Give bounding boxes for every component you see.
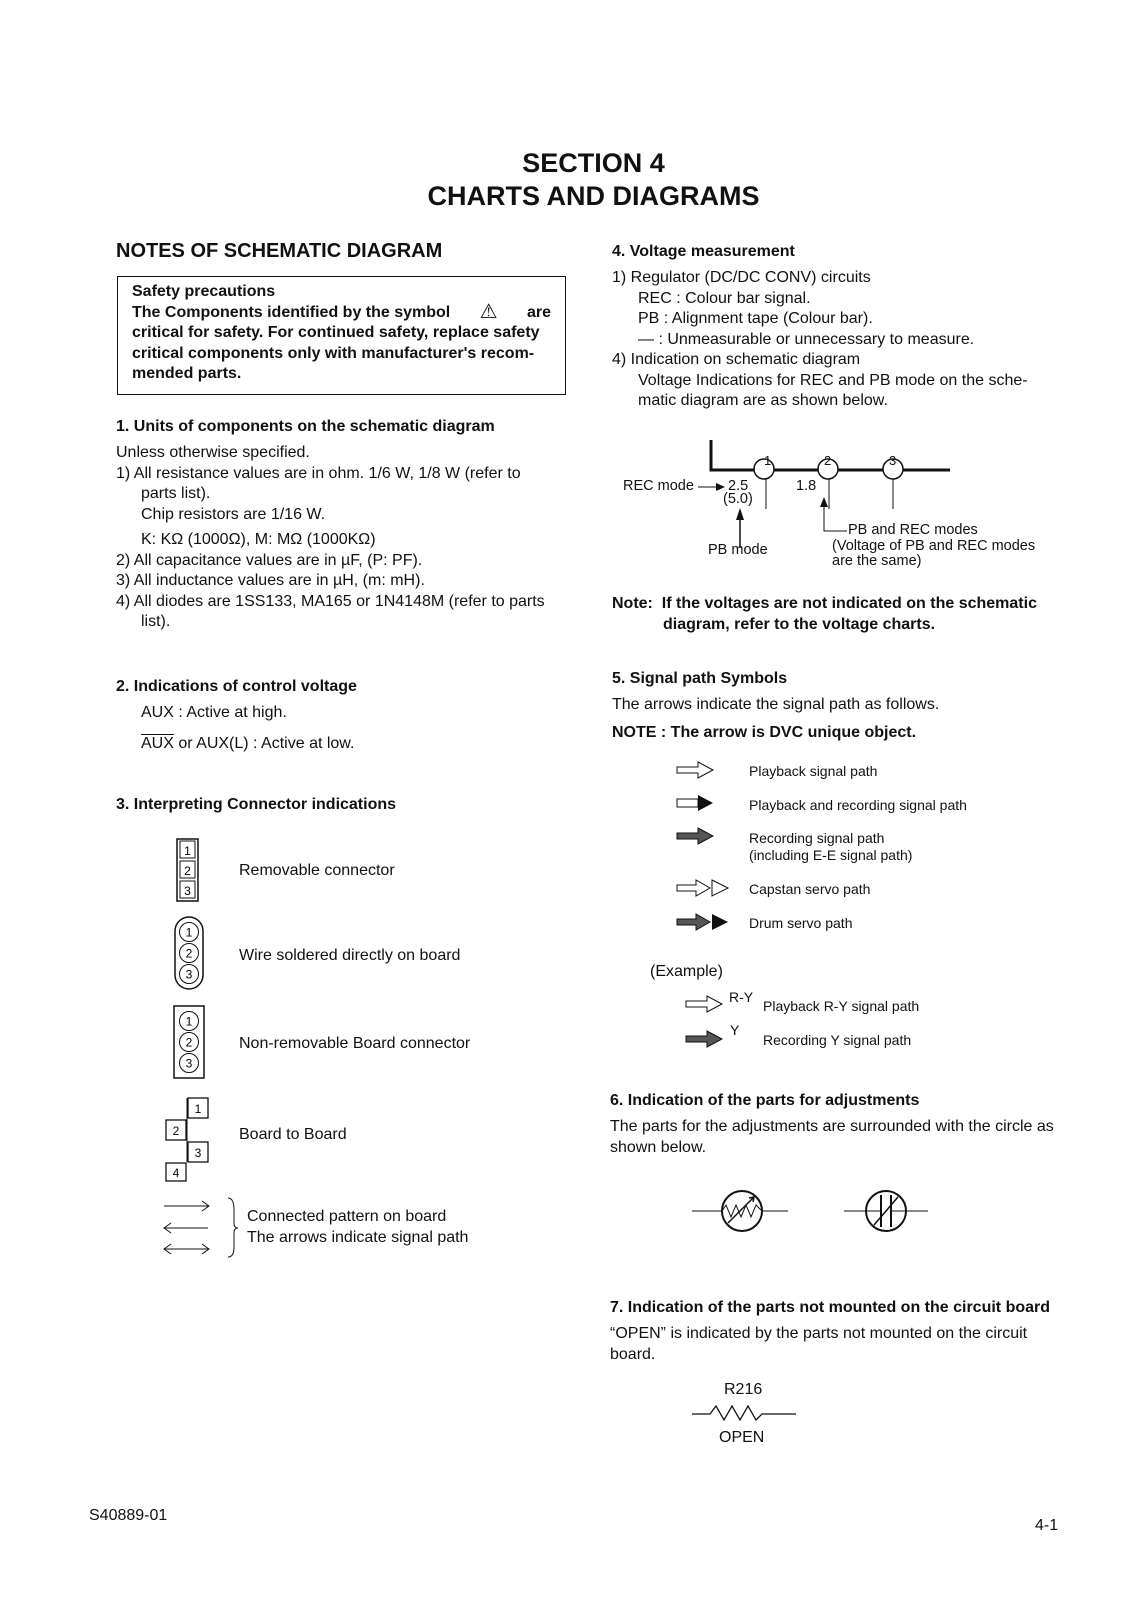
s7-heading: 7. Indication of the parts not mounted on the circuit board [610,1299,1051,1316]
text: Chip resistors are 1/16 W. [141,505,326,523]
text: board. [610,1345,656,1363]
text: 4) All diodes are 1SS133, MA165 or 1N4148M (refer to parts [116,592,545,610]
s2-heading: 2. Indications of control voltage [116,678,357,695]
safety-text: critical for safety. For continued safety, replace safety [132,324,540,341]
svg-text:3: 3 [184,884,191,898]
svg-text:2: 2 [185,1035,193,1050]
rec-voltage: 2.5 [728,478,749,494]
text: 4) Indication on schematic diagram [612,351,861,368]
common-voltage: 1.8 [796,478,817,494]
symbol-label: Playback signal path [749,763,878,779]
warning-triangle-icon: ⚠ [479,300,498,323]
text: The parts for the adjustments are surrounded with the circle as [610,1118,1054,1135]
pb-voltage: (5.0) [723,491,753,507]
aux-low [141,735,354,753]
example-label: Playback R-Y signal path [763,998,920,1014]
symbol-label: Capstan servo path [749,881,871,897]
s5-intro: The arrows indicate the signal path as follows. [612,696,940,713]
text: K: KΩ (1000Ω), M: MΩ (1000KΩ) [141,531,376,548]
resistor-icon [690,1402,800,1422]
text: REC : Colour bar signal. [638,289,811,307]
example-label: Recording Y signal path [763,1032,912,1048]
trimmer-capacitor-icon [844,1191,928,1231]
node-3: 3 [889,453,897,468]
board-connector-icon [173,1005,205,1080]
page-title: CHARTS AND DIAGRAMS [427,181,760,211]
pattern-notes [247,1207,468,1248]
svg-text:2: 2 [172,1124,180,1138]
removable-connector-icon [176,838,206,903]
svg-text:2: 2 [185,946,193,961]
node-1: 1 [764,453,772,468]
text: “OPEN” is indicated by the parts not mounted on the circuit [610,1325,1028,1342]
s5-heading: 5. Signal path Symbols [612,670,788,687]
svg-text:3: 3 [194,1146,202,1160]
svg-text:1: 1 [184,844,191,858]
playback-arrow-icon [677,762,713,778]
svg-text:1: 1 [185,925,193,940]
example-label: (Example) [650,963,723,980]
safety-text: mended parts. [132,365,242,382]
symbol-label [749,830,912,864]
aux-low-text: or AUX(L) : Active at low. [173,735,355,752]
symbol-label: Playback and recording signal path [749,797,967,813]
text: (including E-E signal path) [749,847,913,863]
safety-text: are [526,303,551,321]
text: — : Unmeasurable or unnecessary to measure. [638,330,975,348]
text: Unless otherwise specified. [116,444,310,461]
example-tag: R-Y [729,989,754,1005]
connector-label: Board to Board [239,1126,347,1143]
s3-heading: 3. Interpreting Connector indications [116,796,397,813]
note-label: Note: [612,595,653,612]
resistor-ref: R216 [724,1381,763,1398]
node-2: 2 [824,453,832,468]
text: 3) All inductance values are in µH, (m: mH). [116,572,425,589]
text: PB : Alignment tape (Colour bar). [638,310,873,327]
connector-label: Non-removable Board connector [239,1035,471,1052]
s7-body [610,1324,1027,1365]
s1-body [116,443,545,633]
text: parts list). [141,485,211,502]
text: Connected pattern on board [247,1208,447,1225]
text: (Voltage of PB and REC modes [832,538,1036,554]
board-to-board-icon [164,1096,214,1181]
text: Recording signal path [749,830,885,846]
s1-heading: 1. Units of components on the schematic diagram [116,418,495,435]
text: shown below. [610,1138,707,1156]
drum-arrow-icon [677,914,728,930]
svg-text:1: 1 [185,1014,193,1029]
text: matic diagram are as shown below. [638,392,888,409]
adjustment-symbols [690,1185,950,1240]
text: diagram, refer to the voltage charts. [663,615,936,633]
capstan-arrow-icon [677,880,728,896]
s5-note: NOTE : The arrow is DVC unique object. [612,724,917,741]
pb-rec-note [848,523,978,538]
safety-box [117,276,566,395]
aux-high: AUX : Active at high. [141,704,287,721]
text: 1) Regulator (DC/DC CONV) circuits [612,269,871,286]
open-label: OPEN [719,1429,765,1446]
s6-heading: 6. Indication of the parts for adjustments [610,1092,920,1109]
page-number: 4-1 [1035,1517,1059,1534]
signal-arrows-icon [162,1195,242,1260]
pb-mode-label: PB mode [708,542,768,558]
svg-text:3: 3 [185,967,193,982]
voltage-note [612,594,1037,635]
safety-title: Safety precautions [132,283,276,300]
signal-path-symbols [676,760,736,940]
adjustable-resistor-icon [692,1191,788,1231]
pb-rec-note-2 [832,539,1035,569]
connector-label: Removable connector [239,862,395,879]
document-number: S40889-01 [89,1507,168,1524]
svg-text:2: 2 [184,864,191,878]
connector-label: Wire soldered directly on board [239,947,461,964]
text: If the voltages are not indicated on the schematic [661,595,1037,612]
text: are the same) [832,553,922,569]
example-arrows [685,993,725,1053]
svg-text:4: 4 [172,1166,180,1180]
text: 1) All resistance values are in ohm. 1/6 W, 1/8 W (refer to [116,464,521,482]
svg-text:1: 1 [194,1102,202,1116]
symbol-label: Drum servo path [749,915,853,931]
playback-arrow-icon [686,996,722,1012]
safety-text: The Components identified by the symbol [132,303,451,321]
s4-body [612,268,1028,412]
recording-arrow-icon [677,828,713,844]
notes-heading: NOTES OF SCHEMATIC DIAGRAM [116,240,443,262]
s4-heading: 4. Voltage measurement [612,243,795,260]
section-number: SECTION 4 [522,148,665,178]
example-tag: Y [730,1022,740,1038]
rec-mode-label: REC mode [623,478,694,494]
aux-bar: $\overline{AUX}$ [141,735,174,752]
text: PB and REC modes [848,522,978,538]
svg-text:3: 3 [185,1056,193,1071]
safety-text: critical components only with manufacturer's recom- [132,344,535,362]
text: 2) All capacitance values are in µF, (P: PF). [116,551,423,569]
s6-body [610,1117,1054,1158]
text: list). [141,613,171,630]
text: Voltage Indications for REC and PB mode on the sche- [638,371,1028,389]
playback-recording-arrow-icon [677,795,713,811]
text: The arrows indicate signal path [247,1228,469,1246]
wire-soldered-icon [174,916,204,991]
recording-arrow-icon [686,1031,722,1047]
